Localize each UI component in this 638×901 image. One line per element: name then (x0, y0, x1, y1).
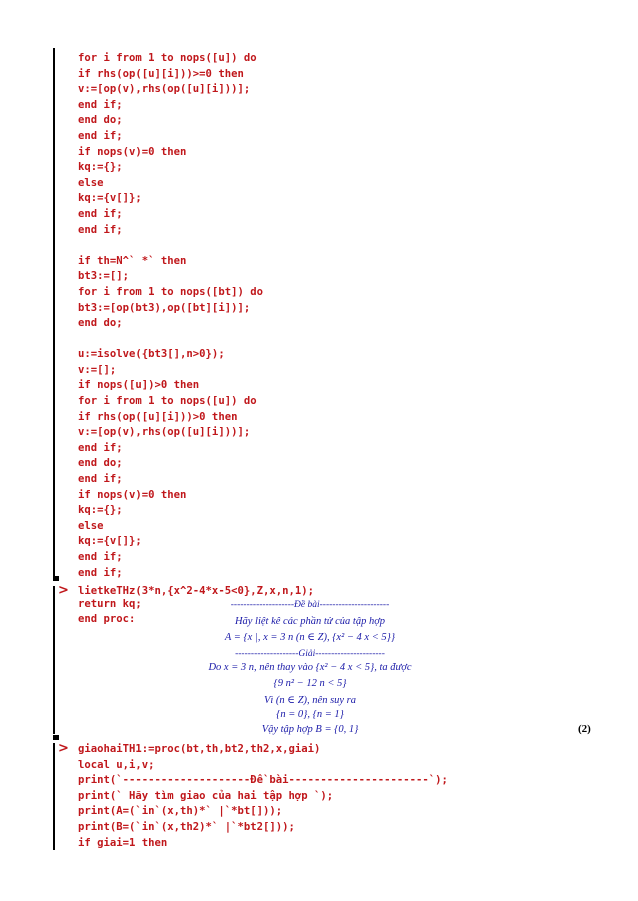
code-line[interactable]: if giai=1 then (78, 836, 168, 849)
code-line[interactable]: end if; (78, 223, 123, 236)
code-line[interactable]: end proc: (78, 613, 136, 626)
output-result: Vậy tập hợp B = {0, 1} (261, 724, 359, 735)
code-line[interactable]: v:=[op(v),rhs(op([u][i]))]; (78, 83, 251, 96)
code-block-1[interactable] (78, 51, 263, 628)
group-marker (53, 576, 59, 581)
code-line[interactable]: else (78, 176, 104, 189)
code-line[interactable]: return kq; (78, 597, 142, 610)
group-marker (53, 735, 59, 740)
code-line[interactable]: for i from 1 to nops([u]) do (78, 52, 257, 64)
output-because: Vì (n ∈ Z), nên suy ra (263, 695, 357, 706)
code-line[interactable]: print(B=(`in`(x,th2)*` |`*bt2[])); (78, 820, 295, 833)
code-line[interactable]: if rhs(op([u][i]))>=0 then (78, 67, 244, 80)
execution-group-bracket (53, 586, 55, 734)
code-line[interactable]: else (78, 519, 104, 532)
code-line[interactable]: end do; (78, 317, 123, 330)
code-line[interactable]: local u,i,v; (78, 758, 155, 771)
code-line[interactable]: end do; (78, 114, 123, 127)
prompt-icon: > (58, 583, 69, 598)
output-header-debai: --------------------Đề bài---------------------- (230, 600, 390, 610)
code-line[interactable]: if nops(v)=0 then (78, 145, 187, 158)
code-line[interactable] (78, 238, 263, 254)
code-line[interactable]: if nops(v)=0 then (78, 488, 187, 501)
execution-group-bracket (53, 48, 55, 581)
code-line[interactable]: end if; (78, 566, 123, 579)
code-line[interactable]: print(` Hãy tìm giao của hai tập hợp `); (78, 789, 334, 802)
output-substitution: Do x = 3 n, nên thay vào {x² − 4 x < 5}, ta được (208, 662, 412, 673)
code-line[interactable]: end if; (78, 441, 123, 454)
code-line[interactable]: if nops([u])>0 then (78, 379, 200, 392)
code-line[interactable]: kq:={v[]}; (78, 192, 142, 205)
code-line[interactable]: for i from 1 to nops([bt]) do (78, 285, 263, 298)
code-line[interactable]: for i from 1 to nops([u]) do (78, 395, 257, 408)
code-line[interactable]: u:=isolve({bt3[],n>0}); (78, 348, 225, 361)
code-line[interactable]: end if; (78, 98, 123, 111)
code-line[interactable]: end if; (78, 207, 123, 220)
code-line[interactable]: v:=[]; (78, 363, 117, 376)
prompt-icon: > (58, 741, 69, 756)
output-header-giai: --------------------Giải---------------------- (235, 649, 385, 659)
output-region (160, 600, 460, 735)
equation-label: (2) (578, 723, 591, 735)
code-block-2[interactable] (78, 742, 448, 851)
output-task: Hãy liệt kê các phần tử của tập hợp (234, 616, 386, 627)
code-line[interactable]: end do; (78, 457, 123, 470)
output-solutions: {n = 0}, {n = 1} (276, 709, 344, 720)
command-line[interactable]: lietkeTHz(3*n,{x^2-4*x-5<0},Z,x,n,1); (78, 585, 314, 597)
code-line[interactable]: if rhs(op([u][i]))>0 then (78, 410, 238, 423)
code-line[interactable]: end if; (78, 129, 123, 142)
code-line[interactable]: bt3:=[]; (78, 270, 130, 283)
execution-group-bracket (53, 743, 55, 850)
code-line[interactable]: giaohaiTH1:=proc(bt,th,bt2,th2,x,giai) (78, 743, 321, 755)
code-line[interactable]: kq:={v[]}; (78, 535, 142, 548)
code-line[interactable]: v:=[op(v),rhs(op([u][i]))]; (78, 426, 251, 439)
code-line[interactable] (78, 332, 263, 348)
code-line[interactable]: end if; (78, 473, 123, 486)
output-set-a: A = {x |, x = 3 n (n ∈ Z), {x² − 4 x < 5}} (224, 632, 396, 643)
code-line[interactable]: if th=N^` *` then (78, 254, 187, 267)
output-inequality: {9 n² − 12 n < 5} (273, 678, 347, 689)
code-line[interactable]: kq:={}; (78, 161, 123, 174)
code-line[interactable]: print(A=(`in`(x,th)*` |`*bt[])); (78, 805, 283, 818)
code-line[interactable]: print(`--------------------Đề bài----------------------`); (78, 774, 448, 787)
code-line[interactable]: bt3:=[op(bt3),op([bt][i])]; (78, 301, 251, 314)
code-line[interactable]: end if; (78, 551, 123, 563)
code-line[interactable]: kq:={}; (78, 504, 123, 517)
